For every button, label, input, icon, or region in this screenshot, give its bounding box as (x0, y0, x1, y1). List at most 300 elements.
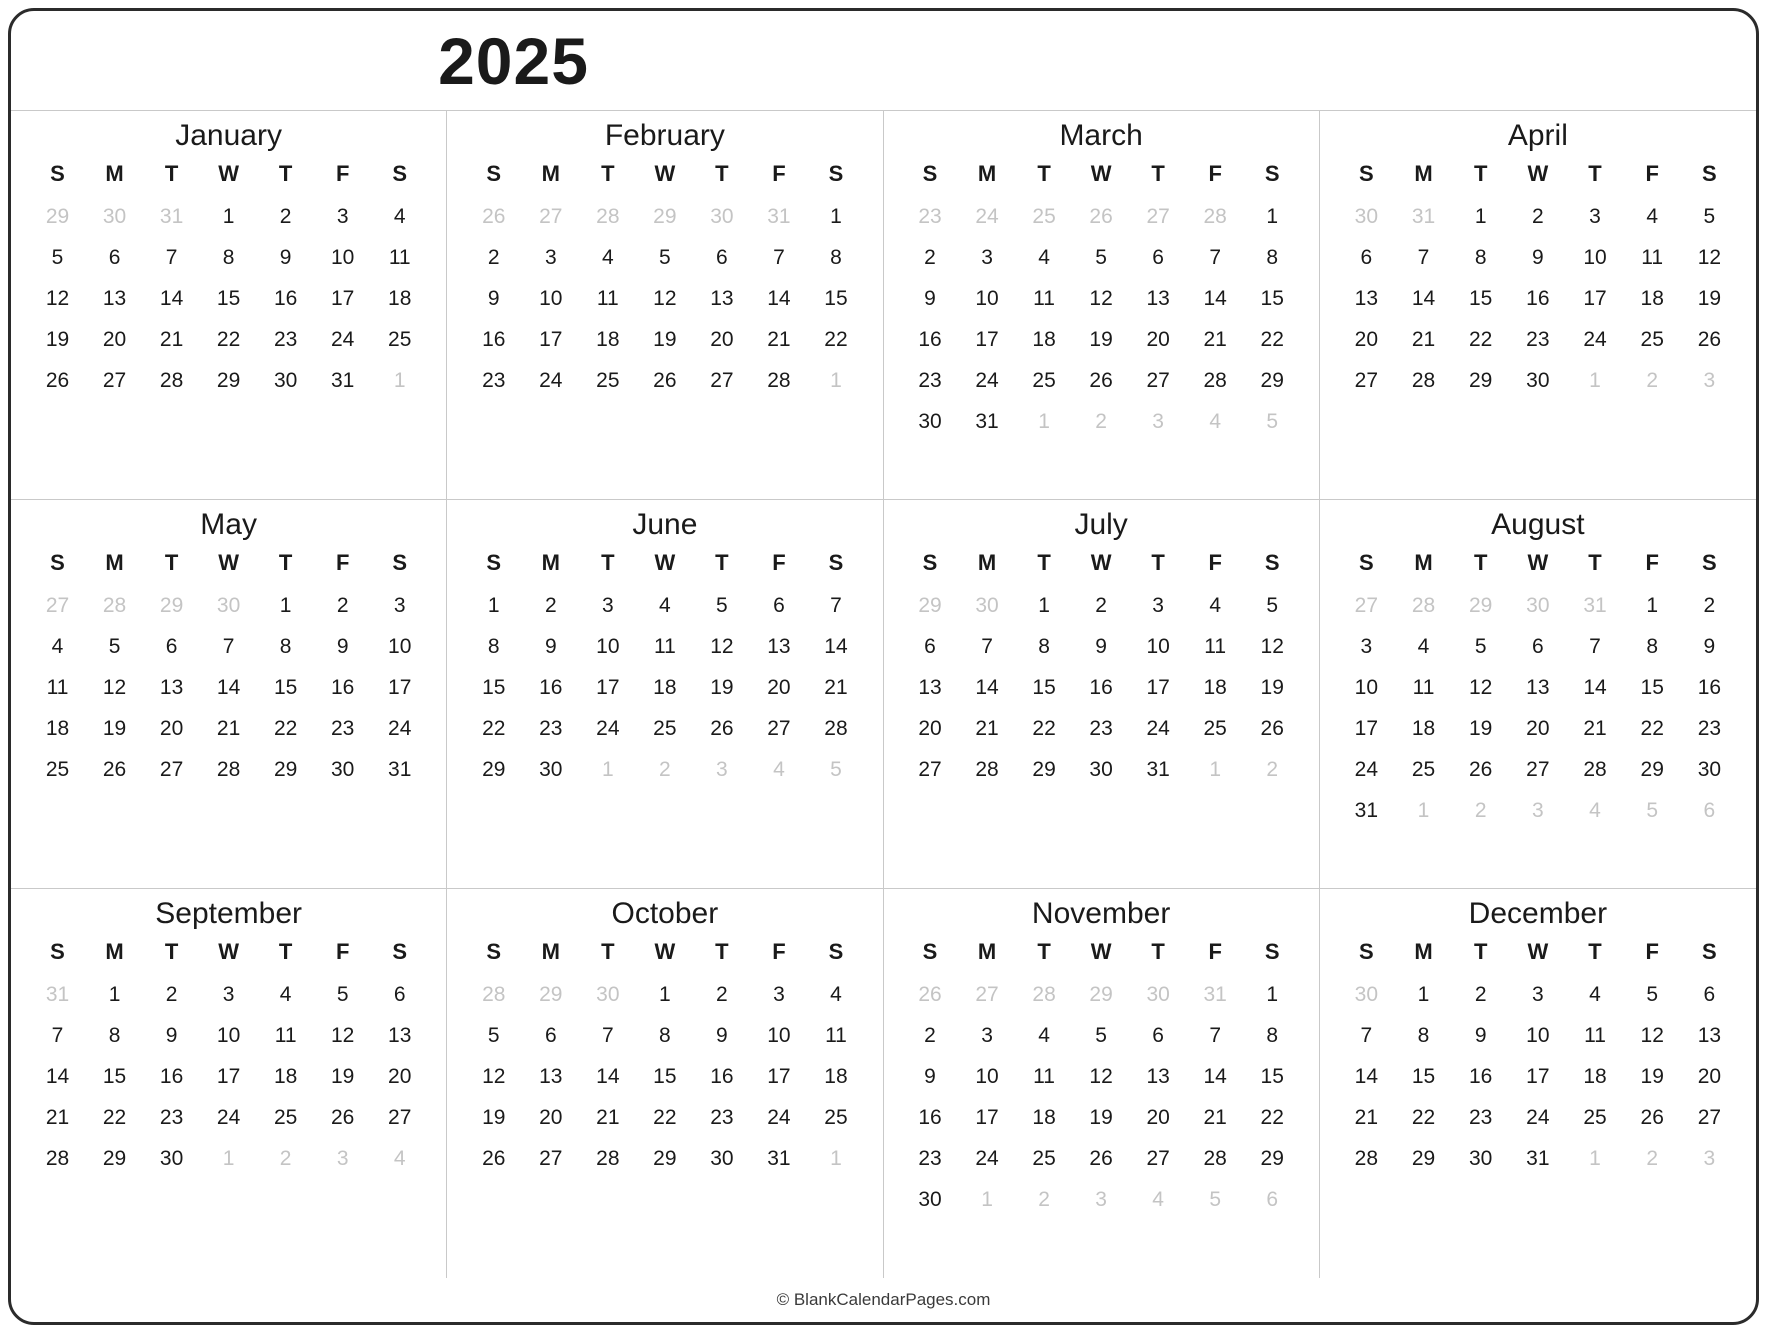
day-cell[interactable]: 10 (1354, 676, 1379, 699)
day-cell[interactable]: 10 (1146, 635, 1170, 658)
day-cell[interactable]: 7 (981, 635, 993, 658)
day-cell[interactable]: 5 (1095, 246, 1107, 269)
day-cell[interactable]: 8 (1266, 1024, 1279, 1047)
day-cell-adjacent-month[interactable]: 31 (767, 205, 791, 228)
day-cell-adjacent-month[interactable]: 26 (918, 983, 942, 1006)
day-cell[interactable]: 19 (1469, 717, 1493, 740)
day-cell[interactable]: 19 (482, 1106, 506, 1129)
day-cell[interactable]: 11 (653, 635, 676, 658)
day-cell-adjacent-month[interactable]: 29 (1469, 594, 1493, 617)
day-cell[interactable]: 11 (388, 246, 411, 269)
day-cell[interactable]: 19 (653, 328, 677, 351)
day-cell[interactable]: 9 (924, 287, 936, 310)
day-cell-adjacent-month[interactable]: 3 (1703, 369, 1716, 392)
day-cell[interactable]: 5 (1703, 205, 1716, 228)
day-cell[interactable]: 20 (918, 717, 942, 740)
day-cell[interactable]: 27 (1146, 1147, 1170, 1170)
day-cell[interactable]: 6 (716, 246, 728, 269)
day-cell[interactable]: 5 (1266, 594, 1279, 617)
day-cell-adjacent-month[interactable]: 3 (1532, 799, 1544, 822)
day-cell[interactable]: 18 (1203, 676, 1227, 699)
day-cell[interactable]: 27 (918, 758, 942, 781)
day-cell-adjacent-month[interactable]: 2 (1646, 369, 1659, 392)
day-cell[interactable]: 4 (1417, 635, 1430, 658)
day-cell[interactable]: 22 (824, 328, 848, 351)
day-cell-adjacent-month[interactable]: 6 (1703, 799, 1716, 822)
day-cell[interactable]: 27 (388, 1106, 412, 1129)
day-cell[interactable]: 30 (710, 1147, 734, 1170)
day-cell[interactable]: 29 (1469, 369, 1493, 392)
day-cell[interactable]: 17 (1583, 287, 1607, 310)
day-cell[interactable]: 20 (1526, 717, 1550, 740)
day-cell[interactable]: 21 (45, 1106, 70, 1129)
day-cell[interactable]: 2 (336, 594, 349, 617)
day-cell[interactable]: 6 (393, 983, 406, 1006)
day-cell[interactable]: 16 (1697, 676, 1722, 699)
day-cell-adjacent-month[interactable]: 28 (596, 205, 620, 228)
day-cell[interactable]: 30 (1089, 758, 1113, 781)
day-cell[interactable]: 13 (539, 1065, 563, 1088)
day-cell-adjacent-month[interactable]: 6 (1266, 1188, 1279, 1211)
day-cell[interactable]: 8 (1646, 635, 1659, 658)
day-cell[interactable]: 12 (1089, 287, 1113, 310)
day-cell[interactable]: 25 (45, 758, 70, 781)
day-cell[interactable]: 8 (1417, 1024, 1430, 1047)
day-cell[interactable]: 29 (1260, 1147, 1284, 1170)
day-cell[interactable]: 16 (710, 1065, 734, 1088)
day-cell-adjacent-month[interactable]: 30 (1526, 594, 1550, 617)
day-cell[interactable]: 2 (544, 594, 557, 617)
day-cell[interactable]: 26 (1697, 328, 1722, 351)
day-cell[interactable]: 13 (1146, 1065, 1170, 1088)
day-cell-adjacent-month[interactable]: 4 (1209, 410, 1222, 433)
day-cell-adjacent-month[interactable]: 30 (216, 594, 241, 617)
day-cell[interactable]: 22 (1260, 1106, 1284, 1129)
day-cell[interactable]: 14 (1583, 676, 1607, 699)
day-cell[interactable]: 11 (46, 676, 69, 699)
day-cell[interactable]: 12 (1260, 635, 1284, 658)
day-cell-adjacent-month[interactable]: 1 (1209, 758, 1222, 781)
day-cell-adjacent-month[interactable]: 1 (1038, 410, 1050, 433)
day-cell[interactable]: 18 (653, 676, 677, 699)
day-cell[interactable]: 16 (918, 328, 942, 351)
day-cell[interactable]: 21 (824, 676, 848, 699)
day-cell[interactable]: 7 (165, 246, 178, 269)
day-cell[interactable]: 24 (539, 369, 563, 392)
day-cell[interactable]: 9 (487, 287, 500, 310)
day-cell[interactable]: 23 (273, 328, 298, 351)
day-cell[interactable]: 31 (1354, 799, 1379, 822)
day-cell[interactable]: 2 (716, 983, 728, 1006)
day-cell[interactable]: 12 (710, 635, 734, 658)
day-cell-adjacent-month[interactable]: 5 (1209, 1188, 1222, 1211)
day-cell[interactable]: 1 (108, 983, 121, 1006)
day-cell[interactable]: 29 (653, 1147, 677, 1170)
day-cell[interactable]: 15 (273, 676, 298, 699)
day-cell-adjacent-month[interactable]: 1 (981, 1188, 993, 1211)
day-cell[interactable]: 31 (1526, 1147, 1550, 1170)
day-cell[interactable]: 24 (1146, 717, 1170, 740)
day-cell-adjacent-month[interactable]: 29 (159, 594, 184, 617)
day-cell[interactable]: 19 (1640, 1065, 1664, 1088)
day-cell[interactable]: 3 (1152, 594, 1164, 617)
day-cell[interactable]: 30 (1697, 758, 1722, 781)
day-cell-adjacent-month[interactable]: 31 (1203, 983, 1227, 1006)
day-cell[interactable]: 4 (51, 635, 64, 658)
day-cell[interactable]: 10 (767, 1024, 791, 1047)
day-cell-adjacent-month[interactable]: 2 (659, 758, 671, 781)
day-cell[interactable]: 18 (1583, 1065, 1607, 1088)
day-cell[interactable]: 9 (1532, 246, 1544, 269)
day-cell[interactable]: 17 (1526, 1065, 1550, 1088)
day-cell[interactable]: 31 (1146, 758, 1170, 781)
day-cell-adjacent-month[interactable]: 3 (1095, 1188, 1107, 1211)
day-cell[interactable]: 20 (767, 676, 791, 699)
day-cell[interactable]: 6 (165, 635, 178, 658)
day-cell[interactable]: 27 (710, 369, 734, 392)
day-cell[interactable]: 15 (1032, 676, 1056, 699)
day-cell[interactable]: 7 (1209, 1024, 1222, 1047)
day-cell-adjacent-month[interactable]: 3 (1703, 1147, 1716, 1170)
day-cell[interactable]: 6 (924, 635, 936, 658)
day-cell[interactable]: 22 (1469, 328, 1493, 351)
day-cell[interactable]: 18 (45, 717, 70, 740)
day-cell[interactable]: 17 (596, 676, 620, 699)
day-cell[interactable]: 18 (824, 1065, 848, 1088)
day-cell[interactable]: 2 (1095, 594, 1107, 617)
day-cell[interactable]: 8 (108, 1024, 121, 1047)
day-cell[interactable]: 14 (767, 287, 791, 310)
day-cell[interactable]: 18 (1032, 1106, 1056, 1129)
day-cell[interactable]: 14 (159, 287, 184, 310)
day-cell[interactable]: 25 (1640, 328, 1664, 351)
day-cell-adjacent-month[interactable]: 26 (482, 205, 506, 228)
day-cell[interactable]: 4 (1589, 983, 1601, 1006)
day-cell[interactable]: 25 (824, 1106, 848, 1129)
day-cell[interactable]: 13 (159, 676, 184, 699)
day-cell[interactable]: 4 (659, 594, 671, 617)
day-cell[interactable]: 14 (975, 676, 999, 699)
day-cell[interactable]: 9 (279, 246, 292, 269)
day-cell-adjacent-month[interactable]: 1 (222, 1147, 235, 1170)
day-cell[interactable]: 8 (1266, 246, 1279, 269)
day-cell[interactable]: 22 (653, 1106, 677, 1129)
day-cell[interactable]: 13 (767, 635, 791, 658)
day-cell[interactable]: 22 (216, 328, 241, 351)
day-cell-adjacent-month[interactable]: 25 (1032, 205, 1056, 228)
day-cell-adjacent-month[interactable]: 26 (1089, 205, 1113, 228)
day-cell[interactable]: 6 (773, 594, 785, 617)
day-cell[interactable]: 2 (165, 983, 178, 1006)
day-cell[interactable]: 1 (1038, 594, 1050, 617)
day-cell[interactable]: 25 (1032, 1147, 1056, 1170)
day-cell[interactable]: 5 (487, 1024, 500, 1047)
day-cell[interactable]: 9 (165, 1024, 178, 1047)
day-cell[interactable]: 27 (1354, 369, 1379, 392)
day-cell-adjacent-month[interactable]: 2 (1038, 1188, 1050, 1211)
day-cell[interactable]: 18 (388, 287, 412, 310)
day-cell[interactable]: 5 (108, 635, 121, 658)
day-cell[interactable]: 9 (1095, 635, 1107, 658)
day-cell[interactable]: 13 (1354, 287, 1379, 310)
day-cell[interactable]: 20 (1354, 328, 1379, 351)
day-cell[interactable]: 23 (1526, 328, 1550, 351)
day-cell[interactable]: 3 (393, 594, 406, 617)
day-cell[interactable]: 24 (1583, 328, 1607, 351)
day-cell-adjacent-month[interactable]: 4 (773, 758, 785, 781)
day-cell[interactable]: 27 (1697, 1106, 1722, 1129)
day-cell[interactable]: 24 (596, 717, 620, 740)
day-cell[interactable]: 20 (1146, 1106, 1170, 1129)
day-cell[interactable]: 21 (767, 328, 791, 351)
day-cell[interactable]: 30 (273, 369, 298, 392)
day-cell[interactable]: 8 (222, 246, 235, 269)
day-cell[interactable]: 24 (975, 1147, 999, 1170)
day-cell-adjacent-month[interactable]: 30 (975, 594, 999, 617)
day-cell[interactable]: 20 (159, 717, 184, 740)
day-cell-adjacent-month[interactable]: 28 (1411, 594, 1436, 617)
day-cell-adjacent-month[interactable]: 31 (1583, 594, 1607, 617)
day-cell-adjacent-month[interactable]: 5 (1266, 410, 1279, 433)
day-cell[interactable]: 28 (767, 369, 791, 392)
day-cell[interactable]: 24 (330, 328, 355, 351)
day-cell[interactable]: 28 (824, 717, 848, 740)
day-cell[interactable]: 2 (924, 246, 936, 269)
day-cell[interactable]: 31 (330, 369, 355, 392)
day-cell[interactable]: 29 (216, 369, 241, 392)
day-cell[interactable]: 6 (1152, 1024, 1164, 1047)
day-cell[interactable]: 27 (539, 1147, 563, 1170)
day-cell[interactable]: 13 (1526, 676, 1550, 699)
day-cell[interactable]: 8 (279, 635, 292, 658)
day-cell[interactable]: 4 (1038, 246, 1050, 269)
day-cell[interactable]: 23 (539, 717, 563, 740)
day-cell[interactable]: 5 (716, 594, 728, 617)
day-cell[interactable]: 6 (1152, 246, 1164, 269)
day-cell[interactable]: 17 (539, 328, 563, 351)
day-cell[interactable]: 17 (330, 287, 355, 310)
day-cell[interactable]: 7 (1209, 246, 1222, 269)
day-cell[interactable]: 22 (1411, 1106, 1436, 1129)
day-cell[interactable]: 6 (1703, 983, 1716, 1006)
day-cell-adjacent-month[interactable]: 24 (975, 205, 999, 228)
day-cell-adjacent-month[interactable]: 2 (279, 1147, 292, 1170)
day-cell[interactable]: 11 (1584, 1024, 1606, 1047)
day-cell[interactable]: 11 (1641, 246, 1664, 269)
day-cell[interactable]: 25 (1203, 717, 1227, 740)
day-cell[interactable]: 8 (1038, 635, 1050, 658)
day-cell[interactable]: 10 (388, 635, 412, 658)
day-cell[interactable]: 1 (1266, 983, 1279, 1006)
day-cell[interactable]: 9 (544, 635, 557, 658)
day-cell[interactable]: 14 (1203, 1065, 1227, 1088)
day-cell-adjacent-month[interactable]: 2 (1646, 1147, 1659, 1170)
day-cell-adjacent-month[interactable]: 3 (336, 1147, 349, 1170)
day-cell[interactable]: 2 (487, 246, 500, 269)
day-cell[interactable]: 3 (981, 246, 993, 269)
day-cell-adjacent-month[interactable]: 1 (1417, 799, 1430, 822)
day-cell[interactable]: 26 (710, 717, 734, 740)
day-cell[interactable]: 19 (102, 717, 127, 740)
day-cell[interactable]: 17 (975, 1106, 999, 1129)
day-cell[interactable]: 3 (773, 983, 785, 1006)
day-cell[interactable]: 31 (975, 410, 999, 433)
day-cell-adjacent-month[interactable]: 27 (539, 205, 563, 228)
day-cell[interactable]: 22 (273, 717, 298, 740)
day-cell[interactable]: 24 (975, 369, 999, 392)
day-cell[interactable]: 30 (918, 410, 942, 433)
day-cell-adjacent-month[interactable]: 30 (1146, 983, 1170, 1006)
day-cell-adjacent-month[interactable]: 3 (1152, 410, 1164, 433)
day-cell[interactable]: 1 (279, 594, 292, 617)
day-cell[interactable]: 7 (830, 594, 842, 617)
day-cell[interactable]: 18 (273, 1065, 298, 1088)
day-cell[interactable]: 12 (1640, 1024, 1664, 1047)
day-cell[interactable]: 15 (653, 1065, 677, 1088)
day-cell-adjacent-month[interactable]: 30 (1354, 983, 1379, 1006)
day-cell[interactable]: 7 (601, 1024, 614, 1047)
day-cell[interactable]: 12 (1697, 246, 1722, 269)
day-cell[interactable]: 10 (539, 287, 563, 310)
day-cell[interactable]: 4 (279, 983, 292, 1006)
day-cell[interactable]: 26 (1089, 369, 1113, 392)
day-cell[interactable]: 1 (1646, 594, 1659, 617)
day-cell[interactable]: 16 (159, 1065, 184, 1088)
day-cell[interactable]: 23 (918, 1147, 942, 1170)
day-cell[interactable]: 28 (1203, 369, 1227, 392)
day-cell[interactable]: 1 (830, 205, 842, 228)
day-cell[interactable]: 3 (544, 246, 557, 269)
day-cell[interactable]: 23 (330, 717, 355, 740)
day-cell[interactable]: 27 (159, 758, 184, 781)
day-cell-adjacent-month[interactable]: 29 (45, 205, 70, 228)
day-cell[interactable]: 4 (1209, 594, 1222, 617)
day-cell[interactable]: 10 (216, 1024, 241, 1047)
day-cell[interactable]: 11 (596, 287, 619, 310)
day-cell[interactable]: 26 (1260, 717, 1284, 740)
day-cell[interactable]: 10 (1583, 246, 1607, 269)
day-cell[interactable]: 23 (710, 1106, 734, 1129)
day-cell[interactable]: 16 (330, 676, 355, 699)
day-cell[interactable]: 11 (1412, 676, 1435, 699)
day-cell-adjacent-month[interactable]: 30 (102, 205, 127, 228)
day-cell[interactable]: 31 (388, 758, 412, 781)
day-cell[interactable]: 21 (1203, 328, 1227, 351)
day-cell[interactable]: 16 (1526, 287, 1550, 310)
day-cell[interactable]: 20 (102, 328, 127, 351)
day-cell-adjacent-month[interactable]: 29 (653, 205, 677, 228)
day-cell[interactable]: 29 (1032, 758, 1056, 781)
day-cell[interactable]: 14 (45, 1065, 70, 1088)
day-cell[interactable]: 27 (767, 717, 791, 740)
day-cell[interactable]: 6 (544, 1024, 557, 1047)
day-cell[interactable]: 16 (273, 287, 298, 310)
day-cell-adjacent-month[interactable]: 28 (102, 594, 127, 617)
day-cell[interactable]: 15 (1411, 1065, 1436, 1088)
day-cell[interactable]: 9 (924, 1065, 936, 1088)
day-cell[interactable]: 23 (482, 369, 506, 392)
day-cell-adjacent-month[interactable]: 31 (159, 205, 184, 228)
day-cell[interactable]: 21 (159, 328, 184, 351)
day-cell[interactable]: 1 (1474, 205, 1487, 228)
day-cell[interactable]: 27 (1146, 369, 1170, 392)
day-cell[interactable]: 10 (330, 246, 355, 269)
day-cell[interactable]: 23 (1089, 717, 1113, 740)
day-cell[interactable]: 14 (216, 676, 241, 699)
day-cell[interactable]: 13 (1146, 287, 1170, 310)
day-cell[interactable]: 27 (102, 369, 127, 392)
day-cell-adjacent-month[interactable]: 28 (482, 983, 506, 1006)
day-cell[interactable]: 13 (1697, 1024, 1722, 1047)
day-cell[interactable]: 20 (1697, 1065, 1722, 1088)
day-cell[interactable]: 25 (388, 328, 412, 351)
day-cell[interactable]: 28 (975, 758, 999, 781)
day-cell[interactable]: 2 (1703, 594, 1716, 617)
day-cell-adjacent-month[interactable]: 1 (830, 1147, 842, 1170)
day-cell[interactable]: 15 (1260, 1065, 1284, 1088)
day-cell[interactable]: 25 (1583, 1106, 1607, 1129)
day-cell-adjacent-month[interactable]: 28 (1203, 205, 1227, 228)
day-cell[interactable]: 12 (102, 676, 127, 699)
day-cell[interactable]: 14 (596, 1065, 620, 1088)
day-cell[interactable]: 2 (1532, 205, 1544, 228)
day-cell-adjacent-month[interactable]: 30 (710, 205, 734, 228)
day-cell[interactable]: 17 (767, 1065, 791, 1088)
day-cell[interactable]: 5 (51, 246, 64, 269)
day-cell[interactable]: 11 (274, 1024, 297, 1047)
day-cell-adjacent-month[interactable]: 1 (1589, 1147, 1601, 1170)
day-cell[interactable]: 16 (1469, 1065, 1493, 1088)
day-cell[interactable]: 7 (222, 635, 235, 658)
day-cell-adjacent-month[interactable]: 1 (393, 369, 406, 392)
day-cell[interactable]: 28 (596, 1147, 620, 1170)
day-cell-adjacent-month[interactable]: 5 (1646, 799, 1659, 822)
day-cell-adjacent-month[interactable]: 30 (596, 983, 620, 1006)
day-cell[interactable]: 3 (336, 205, 349, 228)
day-cell[interactable]: 1 (222, 205, 235, 228)
day-cell[interactable]: 22 (1260, 328, 1284, 351)
day-cell[interactable]: 25 (273, 1106, 298, 1129)
day-cell[interactable]: 15 (102, 1065, 127, 1088)
day-cell[interactable]: 3 (981, 1024, 993, 1047)
day-cell[interactable]: 8 (659, 1024, 671, 1047)
day-cell[interactable]: 23 (1697, 717, 1722, 740)
day-cell[interactable]: 22 (1640, 717, 1664, 740)
day-cell[interactable]: 7 (1360, 1024, 1373, 1047)
day-cell[interactable]: 20 (710, 328, 734, 351)
day-cell[interactable]: 8 (1474, 246, 1487, 269)
day-cell[interactable]: 6 (1360, 246, 1373, 269)
day-cell[interactable]: 4 (393, 205, 406, 228)
day-cell[interactable]: 28 (45, 1147, 70, 1170)
day-cell[interactable]: 13 (918, 676, 942, 699)
day-cell-adjacent-month[interactable]: 28 (1032, 983, 1056, 1006)
day-cell[interactable]: 10 (596, 635, 620, 658)
day-cell[interactable]: 7 (1589, 635, 1601, 658)
day-cell[interactable]: 17 (975, 328, 999, 351)
day-cell-adjacent-month[interactable]: 27 (45, 594, 70, 617)
day-cell[interactable]: 16 (1089, 676, 1113, 699)
day-cell[interactable]: 22 (1032, 717, 1056, 740)
day-cell[interactable]: 18 (596, 328, 620, 351)
day-cell[interactable]: 24 (388, 717, 412, 740)
day-cell[interactable]: 12 (330, 1024, 355, 1047)
day-cell[interactable]: 26 (1469, 758, 1493, 781)
day-cell[interactable]: 30 (159, 1147, 184, 1170)
day-cell[interactable]: 14 (1354, 1065, 1379, 1088)
day-cell[interactable]: 8 (830, 246, 842, 269)
day-cell[interactable]: 13 (710, 287, 734, 310)
